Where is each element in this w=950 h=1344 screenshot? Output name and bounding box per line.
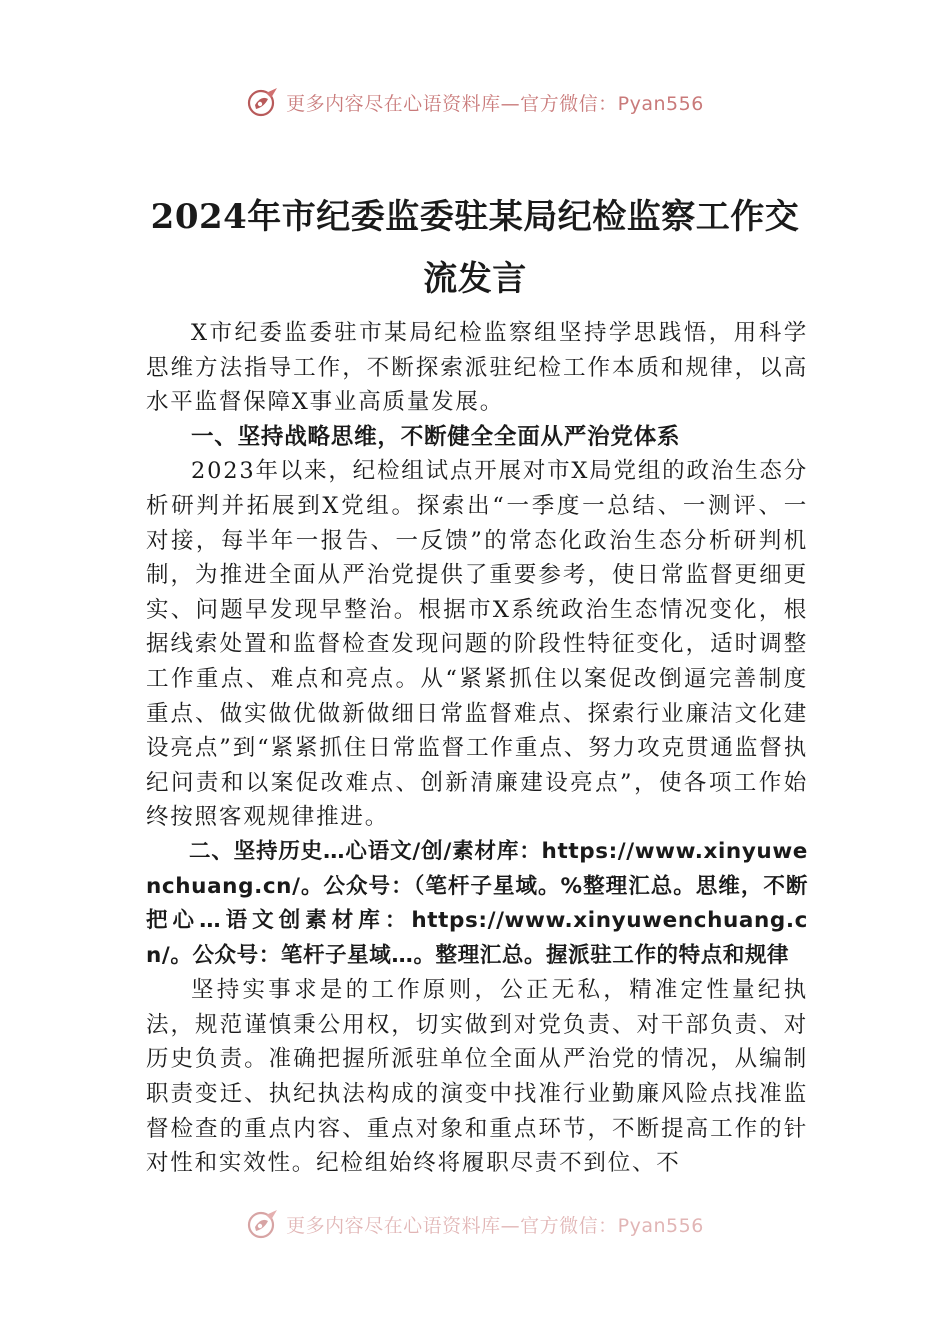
watermark-banner-top [0, 82, 950, 122]
watermark-text: 更多内容尽在心语资料库—官方微信：Pyan556 [286, 1214, 704, 1237]
section-heading-1: 一、坚持战略思维，不断健全全面从严治党体系 [191, 423, 681, 450]
brand-logo-icon [246, 85, 280, 119]
section-heading-2: 二、坚持历史…心语文/创/素材库：https://www.xinyuwenchuang.cn/。公众号：（笔杆子星域。%整理汇总。思维，不断把心…语文创素材库：https://www.xinyuwenchuang.cn/。公众号：笔杆子星域…。整理汇总。握派驻工作的特点和规律 [146, 838, 808, 968]
document-title: 2024年市纪委监委驻某局纪检监察工作交流发言 [150, 197, 800, 299]
document-body [146, 316, 808, 1181]
body-paragraph: 2023年以来，纪检组试点开展对市X局党组的政治生态分析研判并拓展到X党组。探索出“一季度一总结、一测评、一对接，每半年一报告、一反馈”的常态化政治生态分析研判机制，为推进全面从严治党提供了重要参考，使日常监督更细更实、问题早发现早整治。根据市X系统政治生态情况变化，根据线索处置和监督检查发现问题的阶段性特征变化，适时调整工作重点、难点和亮点。从“紧紧抓住以案促改倒逼完善制度重点、做实做优做新做细日常监督难点、探索行业廉洁文化建设亮点”到“紧紧抓住日常监督工作重点、努力攻克贯通监督执纪问责和以案促改难点、创新清廉建设亮点”，使各项工作始终按照客观规律推进。 [146, 458, 808, 831]
watermark-text: 更多内容尽在心语资料库—官方微信：Pyan556 [286, 92, 704, 115]
body-paragraph: 坚持实事求是的工作原则，公正无私，精准定性量纪执法，规范谨慎秉公用权，切实做到对党负责、对干部负责、对历史负责。准确把握所派驻单位全面从严治党的情况，从编制职责变迁、执纪执法构成的演变中找准行业勤廉风险点找准监督检查的重点内容、重点对象和重点环节，不断提高工作的针对性和实效性。纪检组始终将履职尽责不到位、不 [146, 977, 808, 1177]
brand-logo-icon [246, 1207, 280, 1241]
intro-paragraph: X市纪委监委驻市某局纪检监察组坚持学思践悟，用科学思维方法指导工作，不断探索派驻纪检工作本质和规律，以高水平监督保障X事业高质量发展。 [146, 320, 808, 416]
watermark-banner-bottom [0, 1204, 950, 1244]
